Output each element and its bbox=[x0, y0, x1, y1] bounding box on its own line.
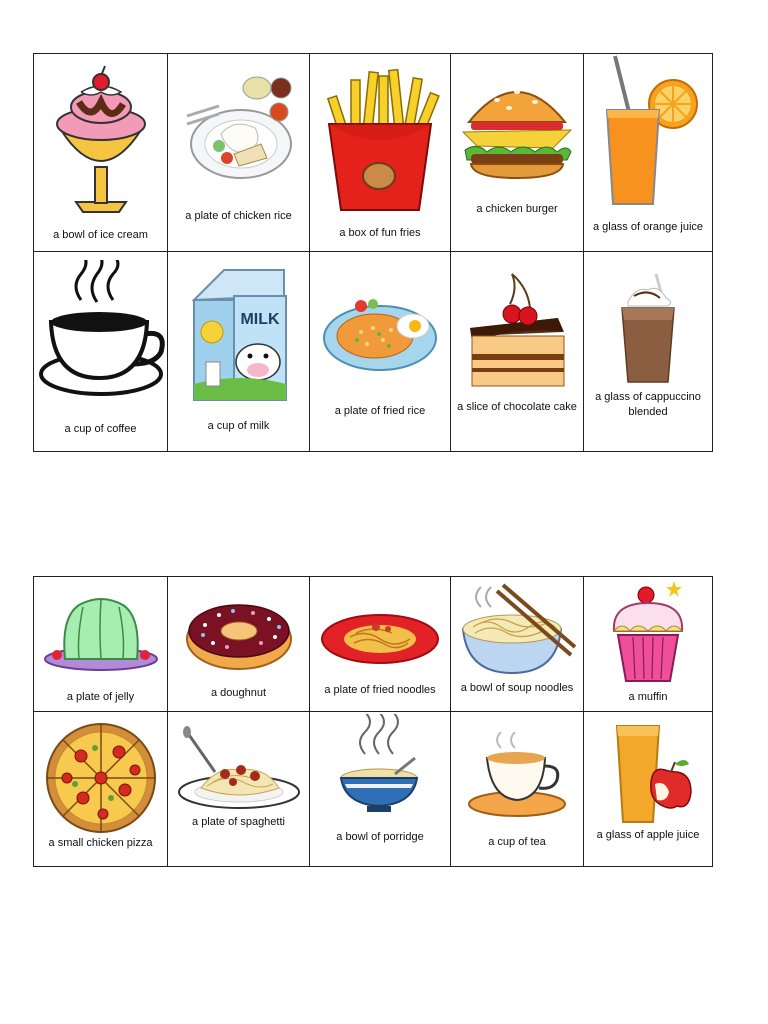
bottom-food-table bbox=[33, 576, 713, 867]
cappuccino-blended-icon bbox=[608, 272, 688, 388]
food-card-soup-noodles bbox=[451, 577, 584, 712]
food-card-apple-juice bbox=[584, 712, 713, 867]
food-card-cappuccino bbox=[584, 252, 713, 452]
burger-icon bbox=[457, 72, 577, 182]
food-label: a doughnut bbox=[210, 687, 267, 699]
food-label: a box of fun fries bbox=[339, 227, 421, 239]
spaghetti-plate-icon bbox=[177, 726, 301, 812]
fried-noodles-plate-icon bbox=[320, 611, 440, 667]
chicken-rice-plate-icon bbox=[179, 66, 299, 186]
food-label: a plate of fried rice bbox=[334, 405, 426, 417]
food-label: a bowl of soup noodles bbox=[460, 682, 574, 694]
fries-box-icon bbox=[315, 66, 445, 216]
food-card-chicken-rice bbox=[168, 54, 310, 252]
doughnut-icon bbox=[183, 597, 295, 673]
food-card-fried-noodles bbox=[310, 577, 451, 712]
food-card-chocolate-cake bbox=[451, 252, 584, 452]
food-card-ice-cream bbox=[34, 54, 168, 252]
orange-juice-glass-icon bbox=[593, 54, 703, 214]
food-label: a plate of fried noodles bbox=[324, 684, 436, 696]
food-label: a cup of tea bbox=[488, 836, 546, 848]
food-label: a small chicken pizza bbox=[48, 837, 153, 849]
coffee-cup-icon bbox=[37, 260, 165, 410]
food-label: a glass of cappuccino blended bbox=[595, 391, 701, 418]
food-card-coffee bbox=[34, 252, 168, 452]
food-card-doughnut bbox=[168, 577, 310, 712]
food-label: a bowl of porridge bbox=[336, 831, 424, 843]
food-card-milk bbox=[168, 252, 310, 452]
food-card-chicken-burger bbox=[451, 54, 584, 252]
apple-juice-glass-icon bbox=[603, 722, 693, 826]
muffin-icon bbox=[608, 581, 688, 685]
food-card-muffin bbox=[584, 577, 713, 712]
top-food-table bbox=[33, 53, 713, 452]
food-card-spaghetti bbox=[168, 712, 310, 867]
chocolate-cake-slice-icon bbox=[462, 270, 572, 392]
food-label: a slice of chocolate cake bbox=[457, 401, 577, 413]
food-card-orange-juice bbox=[584, 54, 713, 252]
food-label: a glass of orange juice bbox=[592, 221, 704, 233]
food-label: a plate of chicken rice bbox=[185, 210, 292, 222]
food-card-fried-rice bbox=[310, 252, 451, 452]
food-label: a plate of spaghetti bbox=[192, 816, 285, 828]
food-label: a cup of milk bbox=[207, 420, 270, 432]
food-label: a chicken burger bbox=[476, 203, 558, 215]
fried-rice-plate-icon bbox=[321, 290, 439, 374]
pizza-icon bbox=[41, 722, 161, 834]
food-label: a plate of jelly bbox=[66, 691, 135, 703]
food-label: a muffin bbox=[628, 691, 668, 703]
food-card-tea bbox=[451, 712, 584, 867]
tea-cup-icon bbox=[465, 732, 569, 820]
food-label: a glass of apple juice bbox=[596, 829, 700, 841]
soup-noodles-bowl-icon bbox=[457, 581, 577, 677]
jelly-plate-icon bbox=[43, 595, 159, 673]
food-label: a cup of coffee bbox=[64, 423, 137, 435]
food-card-jelly bbox=[34, 577, 168, 712]
food-label: a bowl of ice cream bbox=[53, 229, 148, 241]
food-card-fun-fries bbox=[310, 54, 451, 252]
milk-carton-word: MILK bbox=[239, 311, 280, 328]
milk-carton-icon bbox=[184, 266, 294, 402]
food-card-pizza bbox=[34, 712, 168, 867]
porridge-bowl-icon bbox=[335, 714, 425, 814]
ice-cream-sundae-icon bbox=[51, 62, 151, 222]
food-card-porridge bbox=[310, 712, 451, 867]
